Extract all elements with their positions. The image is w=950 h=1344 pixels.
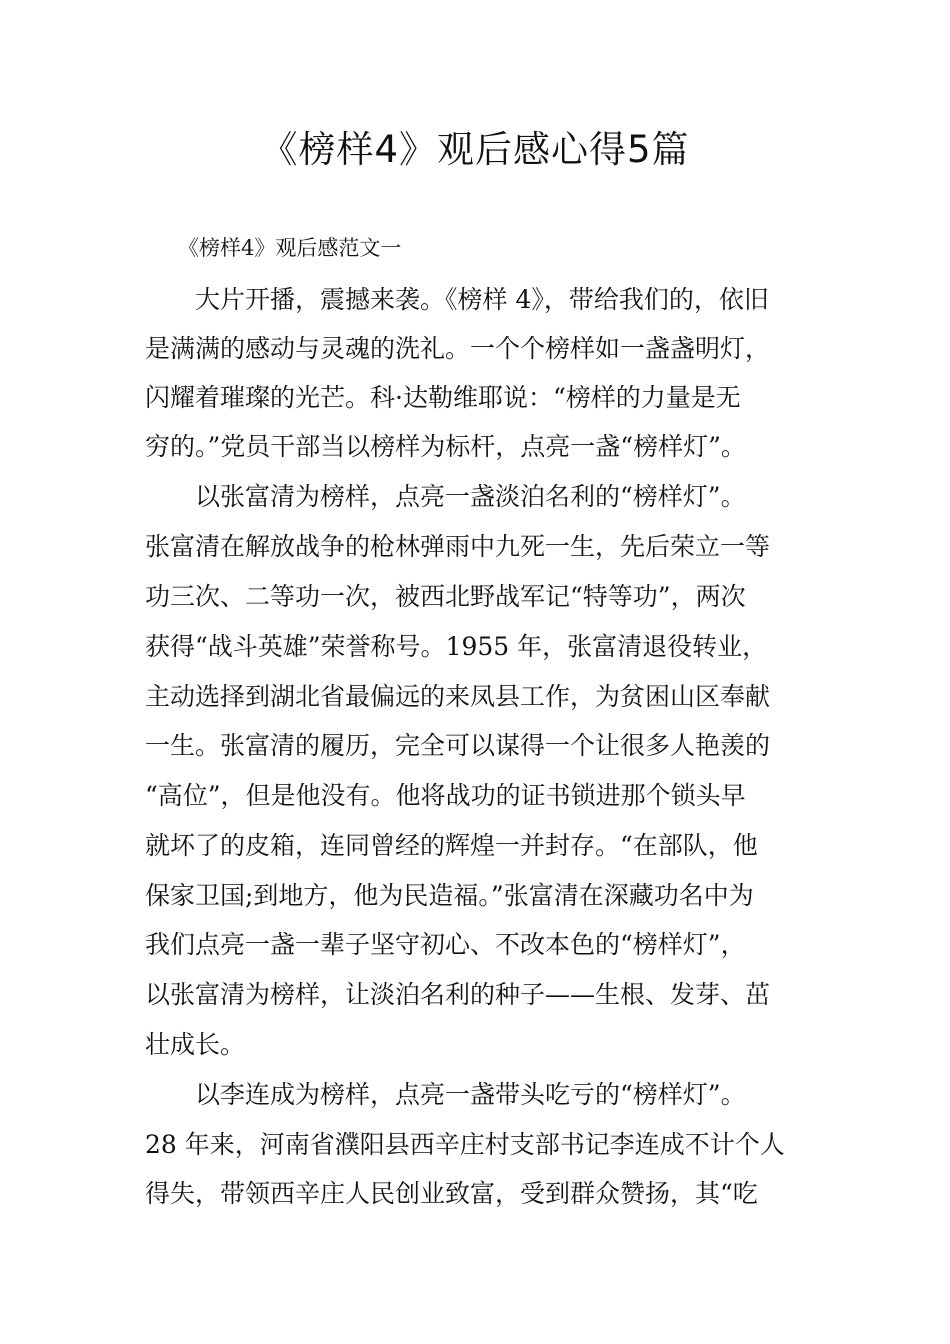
paragraph-line: 保家卫国;到地方，他为民造福。”张富清在深藏功名中为: [145, 881, 754, 910]
paragraph-line: 大片开播，震撼来袭。《榜样 4》，带给我们的，依旧: [195, 285, 769, 314]
paragraph-line: 我们点亮一盏一辈子坚守初心、不改本色的“榜样灯”，: [145, 930, 746, 959]
paragraph-line: 得失，带领西辛庄人民创业致富，受到群众赞扬，其“吃: [145, 1179, 758, 1208]
paragraph-line: 就坏了的皮箱，连同曾经的辉煌一并封存。“在部队，他: [145, 831, 758, 860]
paragraph-line: 穷的。”党员干部当以榜样为标杆，点亮一盏“榜样灯”。: [145, 432, 746, 461]
paragraph-line: 壮成长。: [145, 1030, 246, 1059]
paragraph-line: 一生。张富清的履历，完全可以谋得一个让很多人艳羡的: [145, 731, 771, 760]
paragraph-line: 获得“战斗英雄”荣誉称号。1955 年，张富清退役转业，: [145, 632, 768, 661]
paragraph-line: 是满满的感动与灵魂的洗礼。一个个榜样如一盏盏明灯，: [145, 334, 771, 363]
paragraph-line: 以张富清为榜样，点亮一盏淡泊名利的“榜样灯”。: [195, 482, 746, 511]
paragraph-line: “高位”，但是他没有。他将战功的证书锁进那个锁头早: [145, 781, 746, 810]
paragraph-line: 28 年来，河南省濮阳县西辛庄村支部书记李连成不计个人: [145, 1130, 785, 1159]
paragraph-line: 以张富清为榜样，让淡泊名利的种子——生根、发芽、茁: [145, 980, 771, 1009]
paragraph-line: 功三次、二等功一次，被西北野战军记“特等功”，两次: [145, 582, 746, 611]
paragraph-line: 以李连成为榜样，点亮一盏带头吃亏的“榜样灯”。: [195, 1080, 746, 1109]
document-title: 《榜样4》观后感心得5篇: [260, 128, 690, 171]
paragraph-line: 张富清在解放战争的枪林弹雨中九死一生，先后荣立一等: [145, 532, 771, 561]
paragraph-line: 闪耀着璀璨的光芒。科·达勒维耶说：“榜样的力量是无: [145, 383, 741, 412]
paragraph-line: 主动选择到湖北省最偏远的来凤县工作，为贫困山区奉献: [145, 682, 771, 711]
section-heading: 《榜样4》观后感范文一: [178, 236, 402, 260]
